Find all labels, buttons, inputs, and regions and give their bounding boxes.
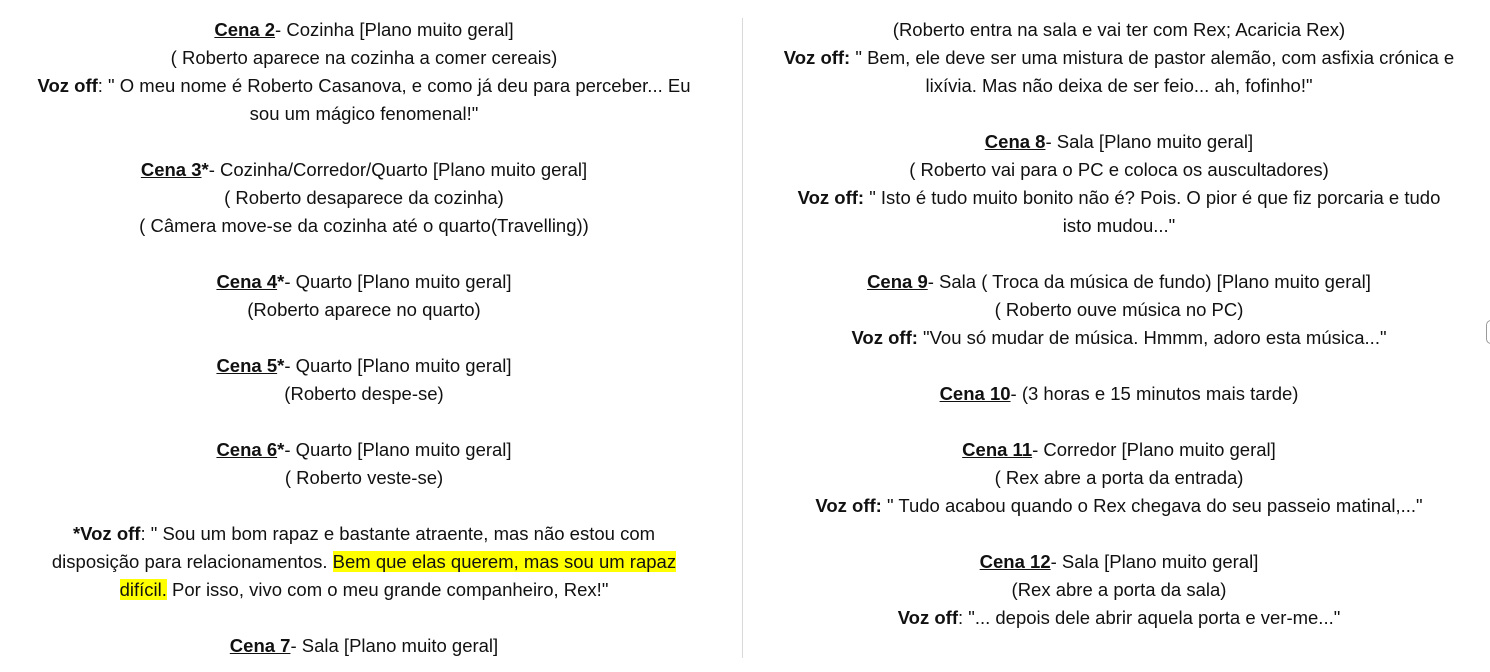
- scene-heading: Cena 5: [216, 355, 278, 376]
- right-page-line: [748, 128, 1490, 156]
- left-page-line: [0, 548, 728, 576]
- right-page-line: [748, 296, 1490, 324]
- text-run: " Bem, ele deve ser uma mistura de pastor alemão, com asfixia crónica e: [850, 47, 1455, 68]
- left-page-line: [0, 464, 728, 492]
- text-run: : "... depois dele abrir aquela porta e ver-me...": [957, 607, 1341, 628]
- left-page-line: [0, 324, 728, 352]
- left-page-line: [0, 632, 728, 660]
- scene-heading: Cena 2: [214, 19, 276, 40]
- right-page-line: [748, 100, 1490, 128]
- bold-label: *: [277, 439, 285, 460]
- text-run: (Roberto aparece no quarto): [247, 299, 481, 320]
- bold-label: Voz off:: [851, 327, 918, 348]
- text-run: ( Câmera move-se da cozinha até o quarto(Travelling)): [139, 215, 589, 236]
- right-page-line: [748, 212, 1490, 240]
- text-run: ( Roberto desaparece da cozinha): [224, 187, 504, 208]
- right-page-line: [748, 72, 1490, 100]
- left-page-line: [0, 296, 728, 324]
- left-page-line: [0, 72, 728, 100]
- right-page-line: [748, 520, 1490, 548]
- right-page-line: [748, 464, 1490, 492]
- text-run: ( Roberto ouve música no PC): [994, 299, 1244, 320]
- bold-label: Voz off:: [797, 187, 865, 208]
- left-page-line: [0, 156, 728, 184]
- text-run: - Cozinha/Corredor/Quarto [Plano muito geral]: [208, 159, 588, 180]
- highlighted-text: difícil.: [119, 579, 167, 600]
- bold-label: Voz off: [37, 75, 98, 96]
- highlighted-text: Bem que elas querem, mas sou um rapaz: [332, 551, 677, 572]
- scene-heading: Cena 9: [867, 271, 928, 292]
- right-page-line: [748, 16, 1490, 44]
- text-run: - Sala [Plano muito geral]: [1050, 551, 1259, 572]
- scene-heading: Cena 8: [984, 131, 1046, 152]
- scene-heading: Cena 12: [979, 551, 1051, 572]
- text-run: disposição para relacionamentos.: [51, 551, 333, 572]
- right-page-line: [748, 44, 1490, 72]
- left-page-line: [0, 128, 728, 156]
- scene-heading: Cena 6: [216, 439, 278, 460]
- bold-label: Voz off:: [815, 495, 882, 516]
- text-run: : " Sou um bom rapaz e bastante atraente, mas não estou com: [140, 523, 656, 544]
- right-page-line: [748, 184, 1490, 212]
- scene-heading: Cena 7: [229, 635, 291, 656]
- left-page-line: [0, 184, 728, 212]
- left-page-line: [0, 212, 728, 240]
- left-page-line: [0, 352, 728, 380]
- text-run: "Vou só mudar de música. Hmmm, adoro esta música...": [917, 327, 1387, 348]
- text-run: - Sala [Plano muito geral]: [1045, 131, 1254, 152]
- left-page: [0, 0, 728, 672]
- text-run: - Sala ( Troca da música de fundo) [Plano muito geral]: [927, 271, 1371, 292]
- right-page-line: [748, 492, 1490, 520]
- page-divider: [742, 18, 743, 658]
- text-run: ( Roberto aparece na cozinha a comer cereais): [170, 47, 558, 68]
- right-page-line: [748, 324, 1490, 352]
- text-run: lixívia. Mas não deixa de ser feio... ah, fofinho!": [925, 75, 1313, 96]
- left-page-line: [0, 240, 728, 268]
- bold-label: Voz off:: [783, 47, 851, 68]
- text-run: - Quarto [Plano muito geral]: [284, 271, 512, 292]
- text-run: ( Roberto vai para o PC e coloca os auscultadores): [909, 159, 1329, 180]
- left-page-line: [0, 520, 728, 548]
- text-run: - Corredor [Plano muito geral]: [1032, 439, 1276, 460]
- bold-label: *: [201, 159, 209, 180]
- scroll-edge-marker[interactable]: [1486, 320, 1490, 344]
- text-run: - Quarto [Plano muito geral]: [284, 355, 512, 376]
- scene-heading: Cena 10: [939, 383, 1011, 404]
- text-run: (Roberto despe-se): [284, 383, 444, 404]
- left-page-line: [0, 604, 728, 632]
- text-run: isto mudou...": [1062, 215, 1176, 236]
- bold-label: *: [277, 271, 285, 292]
- left-page-line: [0, 16, 728, 44]
- left-page-line: [0, 492, 728, 520]
- bold-label: *Voz off: [72, 523, 141, 544]
- scene-heading: Cena 4: [216, 271, 278, 292]
- left-page-line: [0, 44, 728, 72]
- right-page-line: [748, 352, 1490, 380]
- left-page-line: [0, 100, 728, 128]
- text-run: - Sala [Plano muito geral]: [290, 635, 499, 656]
- scene-heading: Cena 3: [140, 159, 202, 180]
- right-page-line: [748, 604, 1490, 632]
- left-page-line: [0, 576, 728, 604]
- text-run: : " O meu nome é Roberto Casanova, e como já deu para perceber... Eu: [97, 75, 691, 96]
- right-page-line: [748, 436, 1490, 464]
- left-page-line: [0, 380, 728, 408]
- right-page-line: [748, 408, 1490, 436]
- text-run: - (3 horas e 15 minutos mais tarde): [1010, 383, 1299, 404]
- right-page: [748, 0, 1490, 672]
- left-page-line: [0, 268, 728, 296]
- text-run: ( Roberto veste-se): [284, 467, 444, 488]
- text-run: - Cozinha [Plano muito geral]: [275, 19, 514, 40]
- text-run: sou um mágico fenomenal!": [249, 103, 479, 124]
- text-run: " Tudo acabou quando o Rex chegava do seu passeio matinal,...": [881, 495, 1423, 516]
- right-page-line: [748, 380, 1490, 408]
- text-run: ( Rex abre a porta da entrada): [994, 467, 1244, 488]
- scene-heading: Cena 11: [962, 439, 1033, 460]
- text-run: (Rex abre a porta da sala): [1011, 579, 1227, 600]
- text-run: " Isto é tudo muito bonito não é? Pois. O pior é que fiz porcaria e tudo: [864, 187, 1441, 208]
- left-page-line: [0, 408, 728, 436]
- right-page-line: [748, 268, 1490, 296]
- bold-label: *: [277, 355, 285, 376]
- bold-label: Voz off: [897, 607, 958, 628]
- right-page-line: [748, 156, 1490, 184]
- right-page-line: [748, 548, 1490, 576]
- right-page-line: [748, 576, 1490, 604]
- text-run: (Roberto entra na sala e vai ter com Rex; Acaricia Rex): [892, 19, 1346, 40]
- left-page-line: [0, 436, 728, 464]
- right-page-line: [748, 240, 1490, 268]
- text-run: Por isso, vivo com o meu grande companheiro, Rex!": [166, 579, 609, 600]
- text-run: - Quarto [Plano muito geral]: [284, 439, 512, 460]
